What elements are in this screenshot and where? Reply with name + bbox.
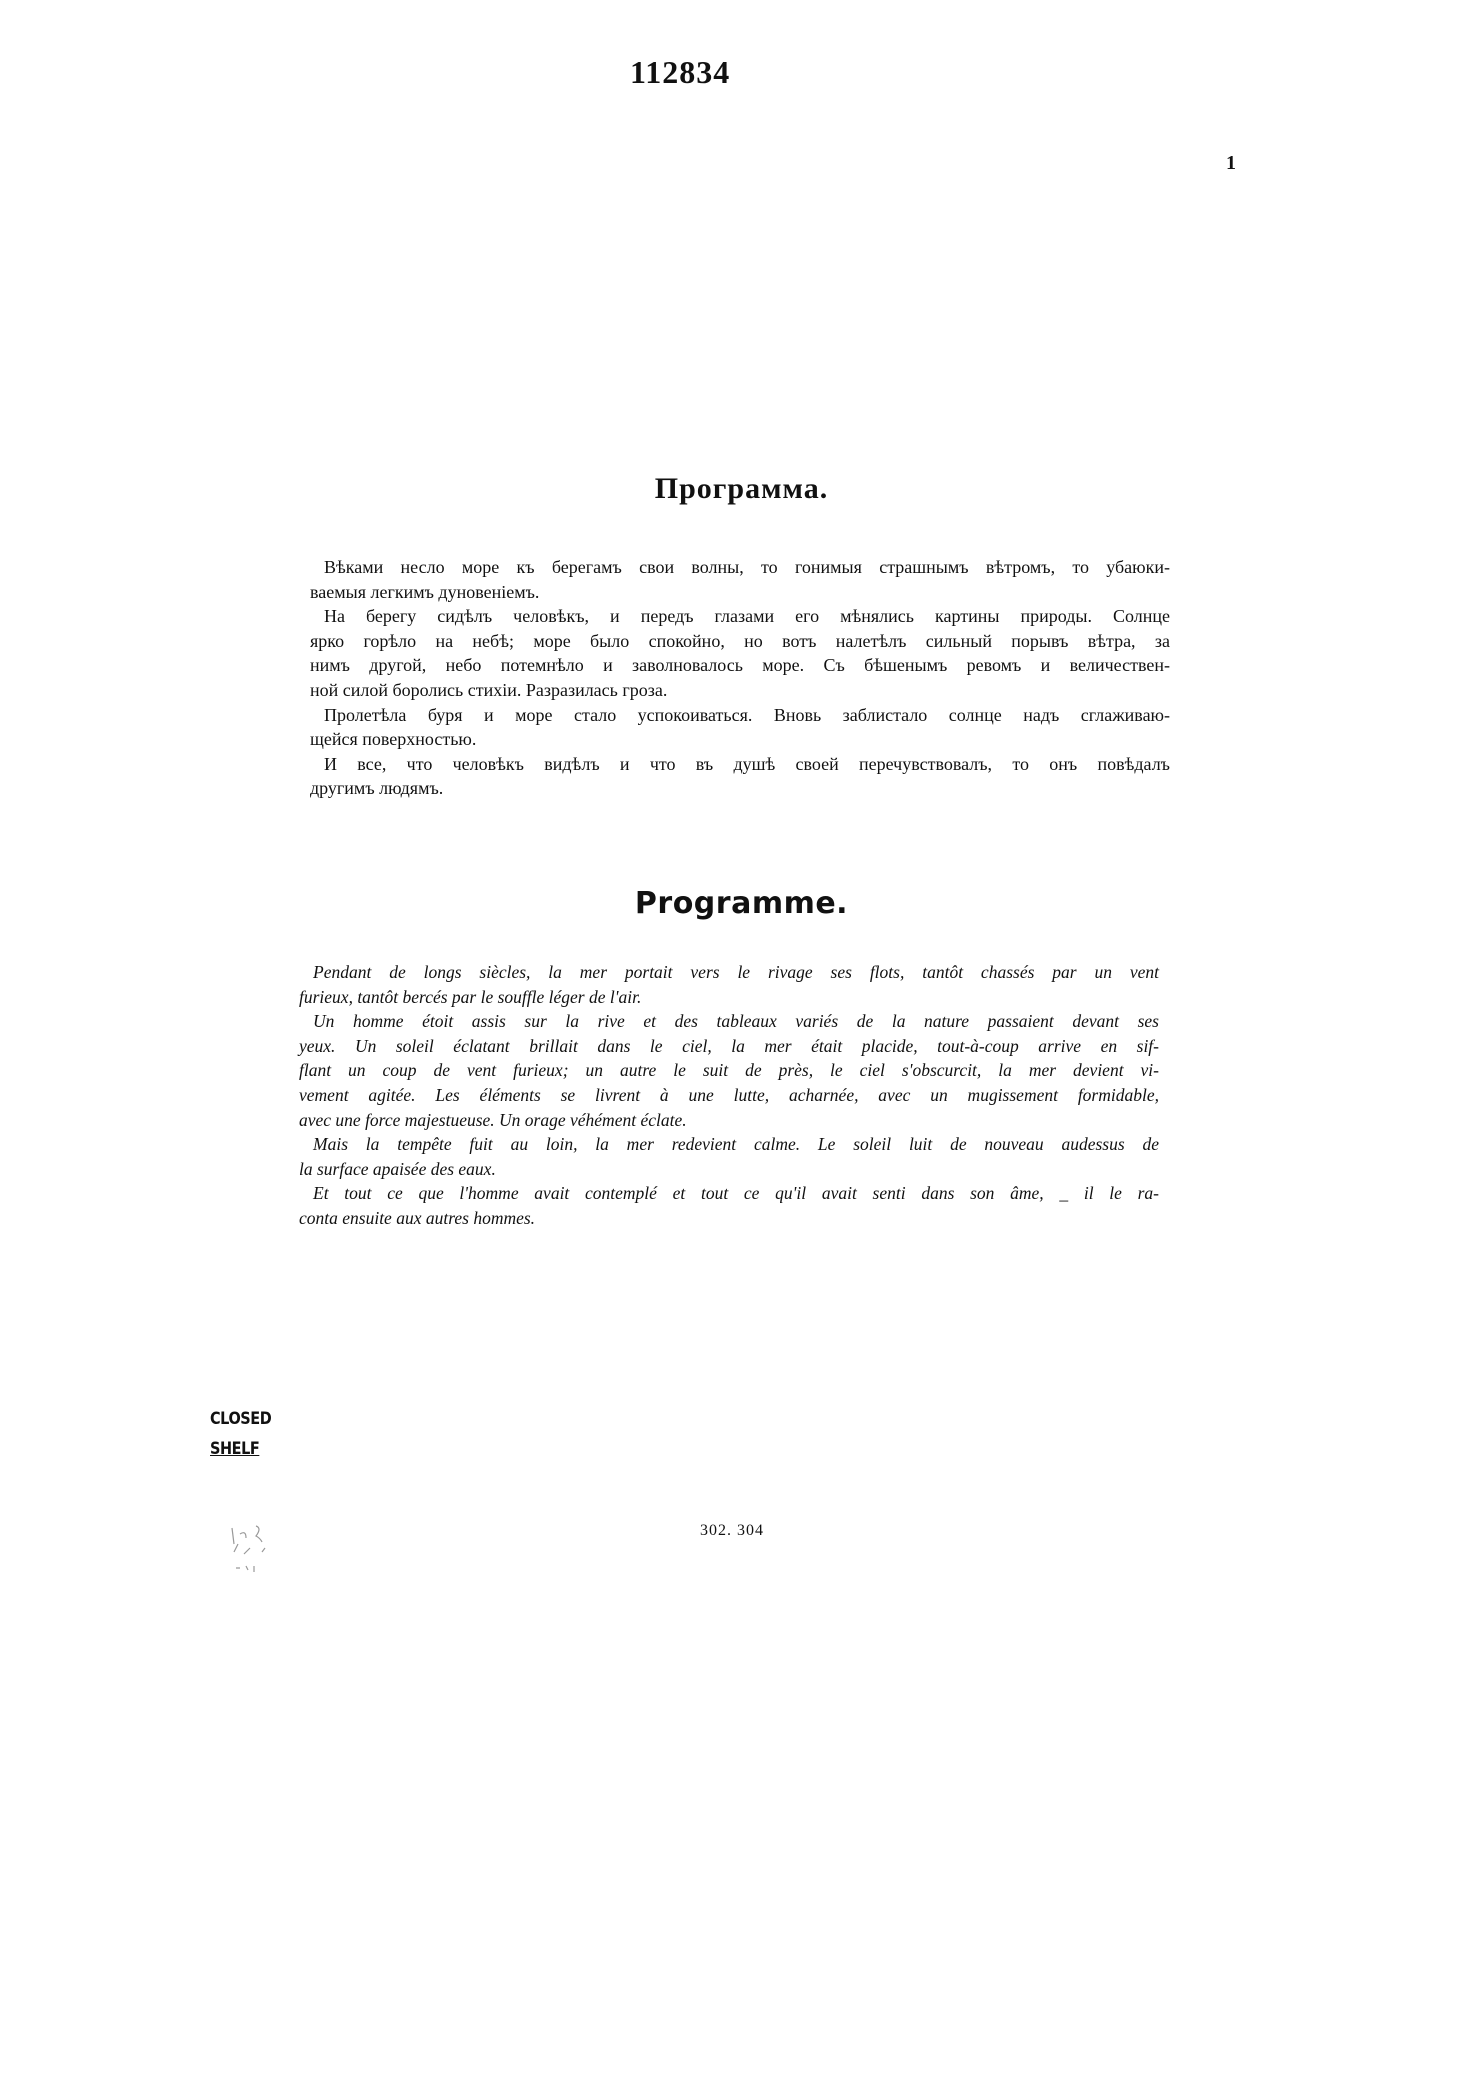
handwriting-scribble: [228, 1522, 308, 1582]
page-number: 1: [1226, 152, 1236, 174]
text-line: Mais la tempête fuit au loin, la mer redevient calme. Le soleil luit de nouveau audessus de: [313, 1134, 1159, 1155]
text-line: На берегу сидѣлъ человѣкъ, и передъ глазами его мѣнялись картины природы. Солнце: [324, 606, 1170, 627]
handwritten-marks: [228, 1522, 308, 1587]
text-line: щейся поверхностью.: [310, 729, 477, 750]
text-line: ной силой боролись стихіи. Разразилась гроза.: [310, 679, 668, 700]
text-line: Un homme étoit assis sur la rive et des tableaux variés de la nature passaient devant ses: [313, 1011, 1159, 1032]
text-line: Pendant de longs siècles, la mer portait vers le rivage ses flots, tantôt chassés par un vent: [313, 962, 1159, 982]
text-line: furieux, tantôt bercés par le souffle léger de l'air.: [299, 986, 642, 1007]
text-line: ваемыя легкимъ дуновеніемъ.: [310, 581, 540, 602]
closed-shelf-stamp: [210, 1404, 271, 1464]
text-line: И все, что человѣкъ видѣлъ и что въ душѣ своей перечувствовалъ, то онъ повѣдалъ: [324, 753, 1170, 774]
text-line: flant un coup de vent furieux; un autre le suit de près, le ciel s'obscurcit, la mer devient vi-: [299, 1060, 1159, 1081]
russian-title: Программа.: [654, 472, 829, 505]
russian-text: [310, 555, 1170, 801]
text-line: ярко горѣло на небѣ; море было спокойно, но вотъ налетѣлъ сильный порывъ вѣтра, за: [310, 630, 1170, 651]
text-line: Пролетѣла буря и море стало успокоиваться. Вновь заблистало солнце надъ сглаживаю-: [324, 704, 1170, 725]
text-line: yeux. Un soleil éclatant brillait dans le ciel, la mer était placide, tout-à-coup arrive en sif-: [299, 1035, 1159, 1056]
stamp-line-2: SHELF: [210, 1439, 260, 1459]
text-line: la surface apaisée des eaux.: [299, 1158, 496, 1179]
text-line: нимъ другой, небо потемнѣло и заволновалось море. Съ бѣшенымъ ревомъ и величествен-: [310, 655, 1170, 676]
text-line: Et tout ce que l'homme avait contemplé et tout ce qu'il avait senti dans son âme, _ il le ra-: [313, 1183, 1159, 1204]
shelfmark: 302. 304: [700, 1522, 764, 1539]
text-line: avec une force majestueuse. Un orage véhément éclate.: [299, 1109, 687, 1130]
catalog-number: 112834: [630, 54, 731, 90]
text-line: conta ensuite aux autres hommes.: [299, 1207, 536, 1228]
french-text: [299, 960, 1159, 1231]
text-line: vement agitée. Les éléments se livrent à une lutte, acharnée, avec un mugissement formidable,: [299, 1084, 1159, 1105]
text-line: другимъ людямъ.: [310, 778, 444, 799]
french-title: Programme.: [634, 886, 849, 921]
text-line: Вѣками несло море къ берегамъ свои волны, то гонимыя страшнымъ вѣтромъ, то убаюки-: [324, 557, 1170, 577]
stamp-line-1: CLOSED: [210, 1409, 272, 1429]
